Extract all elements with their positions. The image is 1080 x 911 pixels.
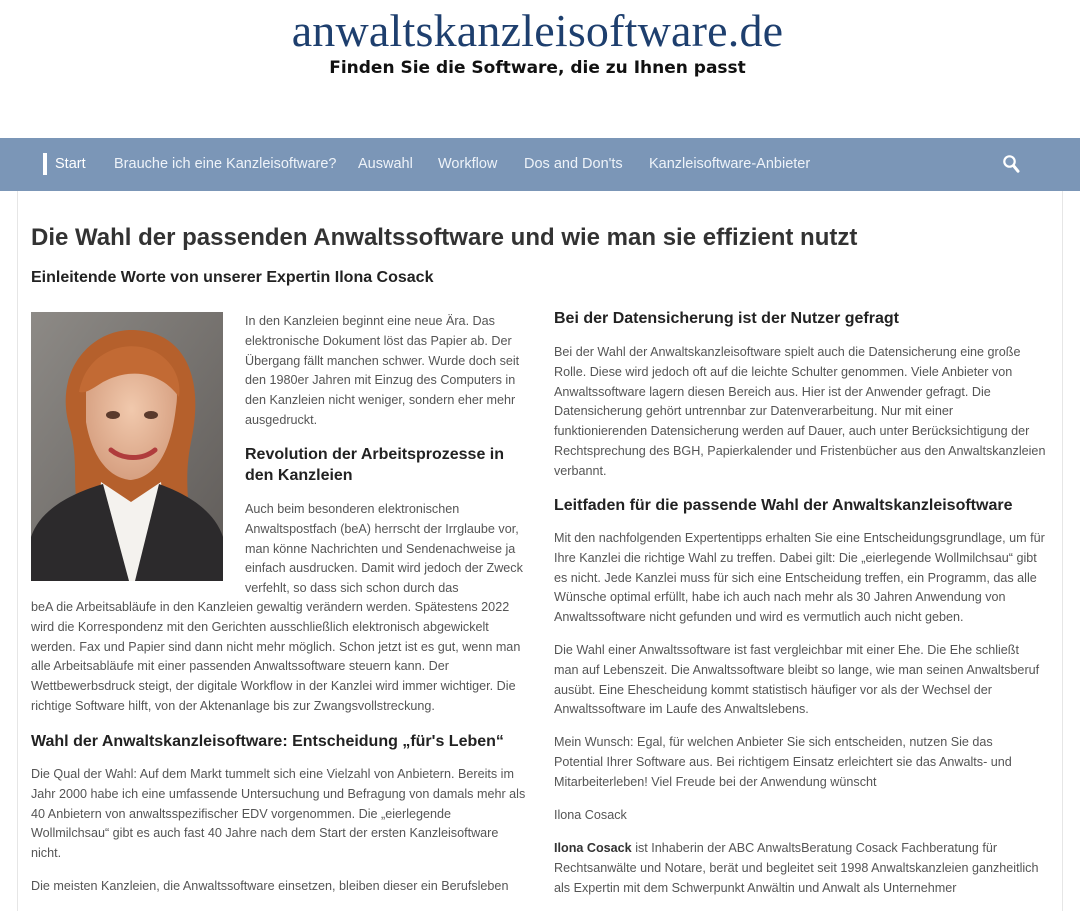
nav-item-workflow[interactable]: Workflow	[438, 156, 498, 172]
nav-item-start[interactable]: Start	[55, 156, 86, 172]
bio-text: ist Inhaberin der ABC AnwaltsBeratung Cosack Fachberatung für Rechtsanwälte und Notare, berät und begleitet seit 1998 Anwaltskanzleien ganzheitlich als Expertin mit dem Schwerpunkt Anwältin und Anwalt als Unternehmer	[554, 841, 1039, 895]
nav-item-brauche-ich[interactable]: Brauche ich eine Kanzleisoftware?	[114, 156, 337, 172]
paragraph-leitfaden: Mit den nachfolgenden Expertentipps erhalten Sie eine Entscheidungsgrundlage, um für Ihre Kanzlei die richtige Wahl zu treffen. Dabei gilt: Die „eierlegende Wollmilchsau“ gibt es nicht. Jede Kanzlei muss für sich eine Entscheidung treffen, ein Programm, das alle Wünsche optimal erfüllt, habe ich auch nach mehr als 30 Jahren Anwendung von Anwaltssoftware nicht gefunden und wird es vermutlich auch nicht geben.	[554, 531, 1045, 625]
paragraph-bea-2: beA die Arbeitsabläufe in den Kanzleien gewaltig verändern werden. Spätestens 2022 wird die Korrespondenz mit den Gerichten ausschließlich elektronisch abgewickelt werden. Fax und Papier sind dann nicht mehr möglich. Schon jetzt ist es gut, wenn man alle Arbeitsabläufe mit einer passenden Anwaltssoftware steuern kann. Der Wettbewerbsdruck steigt, der digitale Workflow in der Kanzlei wird immer wichtiger. Die richtige Software hilft, von der Aktenanlage bis zur Zwangsvollstreckung.	[31, 600, 521, 713]
paragraph-qual-der-wahl: Die Qual der Wahl: Auf dem Markt tummelt sich eine Vielzahl von Anbietern. Bereits im Jahr 2000 habe ich eine umfassende Untersuchung und Befragung von damals mehr als 40 Anbietern von anwaltsspezifischer EDV vorgenommen. Die „eierlegende Wollmilchsau“ gibt es auch fast 40 Jahre nach dem Start der ersten Kanzleisoftware nicht.	[31, 767, 526, 861]
paragraph-bea-1: Auch beim besonderen elektronischen Anwaltspostfach (beA) herrscht der Irrglaube vor, man könne Nachrichten und Sendenachweise ja einfach ausdrucken. Damit wird jedoch der Zweck verfehlt, so dass sich schon durch das	[245, 502, 523, 596]
heading-leitfaden: Leitfaden für die passende Wahl der Anwaltskanzleisoftware	[554, 497, 1013, 514]
nav-item-auswahl[interactable]: Auswahl	[358, 156, 413, 172]
heading-wahl: Wahl der Anwaltskanzleisoftware: Entscheidung „für's Leben“	[31, 733, 504, 750]
site-logo[interactable]: anwaltskanzleisoftware.de	[291, 5, 784, 56]
heading-revolution: Revolution der Arbeitsprozesse in den Kanzleien	[245, 446, 505, 484]
nav-item-kanzleisoftware-anbieter[interactable]: Kanzleisoftware-Anbieter	[649, 156, 811, 172]
paragraph-wunsch: Mein Wunsch: Egal, für welchen Anbieter Sie sich entscheiden, nutzen Sie das Potential Ihrer Software aus. Bei richtigem Einsatz erleichtert sie das Anwalts- und Mitarbeiterleben! Viel Freude bei der Anwendung wünscht	[554, 735, 1012, 789]
search-icon[interactable]	[1002, 154, 1020, 174]
intro-heading: Einleitende Worte von unserer Expertin Ilona Cosack	[31, 269, 434, 286]
site-tagline: Finden Sie die Software, die zu Ihnen passt	[329, 58, 746, 78]
expert-portrait	[31, 312, 223, 581]
page-title: Die Wahl der passenden Anwaltssoftware und wie man sie effizient nutzt	[31, 224, 858, 251]
heading-datensicherung: Bei der Datensicherung ist der Nutzer gefragt	[554, 310, 899, 327]
paragraph-meisten-kanzleien: Die meisten Kanzleien, die Anwaltssoftware einsetzen, bleiben dieser ein Berufsleben	[31, 879, 509, 893]
bio-paragraph	[554, 839, 1054, 898]
signature: Ilona Cosack	[554, 808, 627, 822]
paragraph-datensicherung: Bei der Wahl der Anwaltskanzleisoftware spielt auch die Datensicherung eine große Rolle. Diese wird jedoch oft auf die leichte Schulter genommen. Viele Anbieter von Anwaltssoftware lagern diesen Bereich aus. Hier ist der Anwender gefragt. Die Datensicherung gehört untrennbar zur Datenverarbeitung. Nur mit einer funktionierenden Datensicherung werden auf Dauer, auch unter Berücksichtigung der Rechtsprechung des BGH, Papierkalender und Fristenbücher aus den Anwaltskanzleien verbannt.	[554, 345, 1046, 478]
paragraph-ehe: Die Wahl einer Anwaltssoftware ist fast vergleichbar mit einer Ehe. Die Ehe schließt man auf Lebenszeit. Die Anwaltssoftware bleibt so lange, wie man seinen Anwaltsberuf ausübt. Eine Ehescheidung kommt statistisch häufiger vor als der Wechsel der Anwaltssoftware im Laufe des Anwaltslebens.	[554, 643, 1040, 717]
active-nav-marker	[43, 153, 47, 175]
site-header	[0, 0, 1080, 138]
bio-name[interactable]: Ilona Cosack	[554, 841, 632, 855]
nav-item-dos-and-donts[interactable]: Dos and Don'ts	[524, 156, 623, 172]
intro-paragraph: In den Kanzleien beginnt eine neue Ära. Das elektronische Dokument löst das Papier ab. Der Übergang fällt manchen schwer. Wurde doch seit den 1980er Jahren mit Einzug des Computers in den Kanzleien nicht weniger, sondern eher mehr ausgedruckt.	[245, 314, 520, 427]
